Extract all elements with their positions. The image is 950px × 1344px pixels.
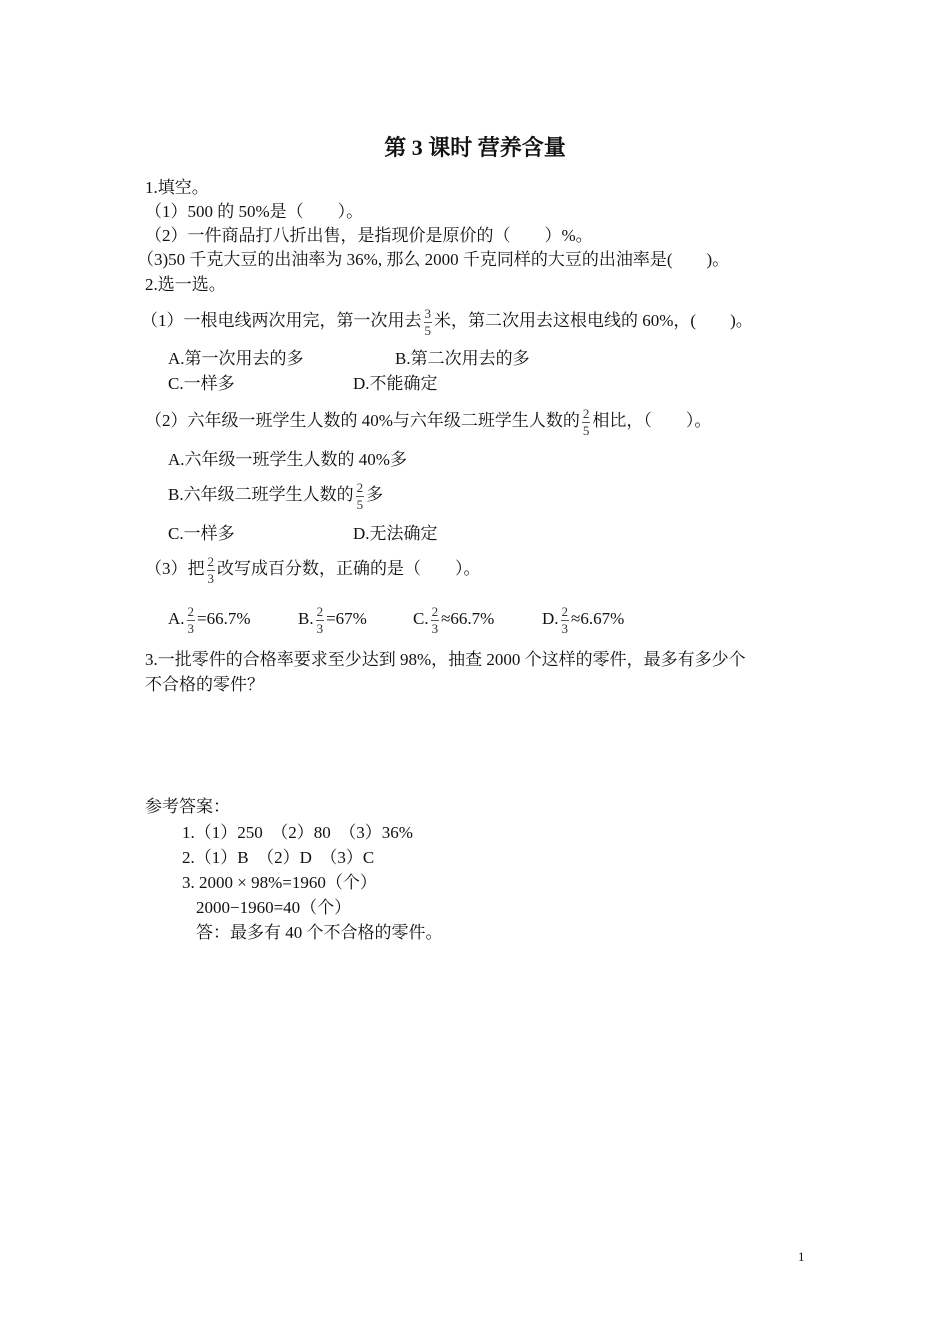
q2-part2-option-b (168, 476, 383, 514)
q2-part2-option-c: C.一样多 (168, 524, 235, 543)
fraction (187, 605, 196, 636)
q2-part1-option-a: A.第一次用去的多 (168, 349, 304, 368)
fraction-denominator: 3 (431, 620, 439, 636)
fraction-denominator: 3 (561, 620, 569, 636)
option-label: C. (413, 609, 429, 628)
q1-item-2: （2）一件商品打八折出售，是指现价是原价的（ ）%。 (145, 226, 593, 245)
fraction-denominator: 5 (424, 322, 431, 338)
option-b-suffix: 多 (366, 485, 384, 504)
option-value: =66.7% (197, 609, 251, 628)
answer-1: 1.（1）250 （2）80 （3）36% (182, 823, 413, 842)
q2-part3-option-d (542, 600, 624, 638)
q2-part1-option-b: B.第二次用去的多 (395, 349, 530, 368)
q2-part1-before: （1）一根电线两次用完，第一次用去 (141, 311, 422, 330)
q1-item-3: （3)50 千克大豆的出油率为 36%, 那么 2000 千克同样的大豆的出油率是( )。 (137, 250, 730, 269)
fraction-numerator: 2 (207, 553, 214, 569)
fraction-numerator: 2 (316, 603, 324, 619)
fraction (356, 481, 365, 512)
fraction (431, 605, 440, 636)
q2-part3 (145, 550, 481, 588)
fraction (582, 407, 591, 438)
answer-3-line-1: 3. 2000 × 98%=1960（个） (182, 873, 377, 892)
q2-part3-before: （3）把 (145, 559, 205, 578)
q2-part1-option-d: D.不能确定 (353, 374, 438, 393)
q2-part3-option-c (413, 600, 494, 638)
option-label: A. (168, 609, 185, 628)
q3-line-2: 不合格的零件？ (145, 675, 264, 694)
q3-line-1: 3.一批零件的合格率要求至少达到 98%，抽查 2000 个这样的零件，最多有多少个 (145, 650, 746, 669)
fraction-numerator: 2 (356, 479, 364, 495)
answer-3-line-3: 答：最多有 40 个不合格的零件。 (196, 923, 443, 942)
fraction (316, 605, 325, 636)
fraction-numerator: 2 (431, 603, 439, 619)
answer-2: 2.（1）B （2）D （3）C (182, 848, 375, 867)
q2-part1-option-c: C.一样多 (168, 374, 235, 393)
q1-heading: 1.填空。 (145, 178, 209, 197)
q2-part3-option-b (298, 600, 367, 638)
option-value: ≈6.67% (571, 609, 625, 628)
answer-3-line-2: 2000−1960=40（个） (196, 898, 352, 917)
fraction-denominator: 3 (316, 620, 324, 636)
fraction-denominator: 3 (187, 620, 195, 636)
q2-part3-option-a (168, 600, 251, 638)
q2-part2-after: 相比，（ ）。 (592, 411, 712, 430)
q2-part2-before: （2）六年级一班学生人数的 40%与六年级二班学生人数的 (145, 411, 580, 430)
page-number: 1 (798, 1249, 805, 1264)
fraction (207, 555, 216, 586)
q2-heading: 2.选一选。 (145, 275, 226, 294)
fraction (424, 307, 433, 338)
answers-heading: 参考答案： (145, 797, 230, 816)
option-label: D. (542, 609, 559, 628)
q2-part1-after: 米，第二次用去这根电线的 60%，( )。 (434, 311, 753, 330)
option-b-text: B.六年级二班学生人数的 (168, 485, 354, 504)
option-value: ≈66.7% (441, 609, 495, 628)
fraction-denominator: 5 (582, 422, 590, 438)
fraction-numerator: 3 (424, 305, 431, 321)
q2-part3-after: 改写成百分数，正确的是（ ）。 (217, 559, 481, 578)
q2-part2-option-d: D.无法确定 (353, 524, 438, 543)
fraction-numerator: 2 (582, 405, 590, 421)
q1-item-1: （1）500 的 50%是（ ）。 (145, 202, 364, 221)
option-value: =67% (326, 609, 367, 628)
option-label: B. (298, 609, 314, 628)
fraction-denominator: 3 (207, 570, 214, 586)
q2-part2-option-a: A.六年级一班学生人数的 40%多 (168, 450, 407, 469)
q2-part2 (145, 402, 711, 440)
fraction-numerator: 2 (187, 603, 195, 619)
fraction-denominator: 5 (356, 496, 364, 512)
page-title: 第 3 课时 营养含量 (384, 135, 566, 160)
fraction (561, 605, 570, 636)
q2-part1 (141, 302, 753, 340)
fraction-numerator: 2 (561, 603, 569, 619)
